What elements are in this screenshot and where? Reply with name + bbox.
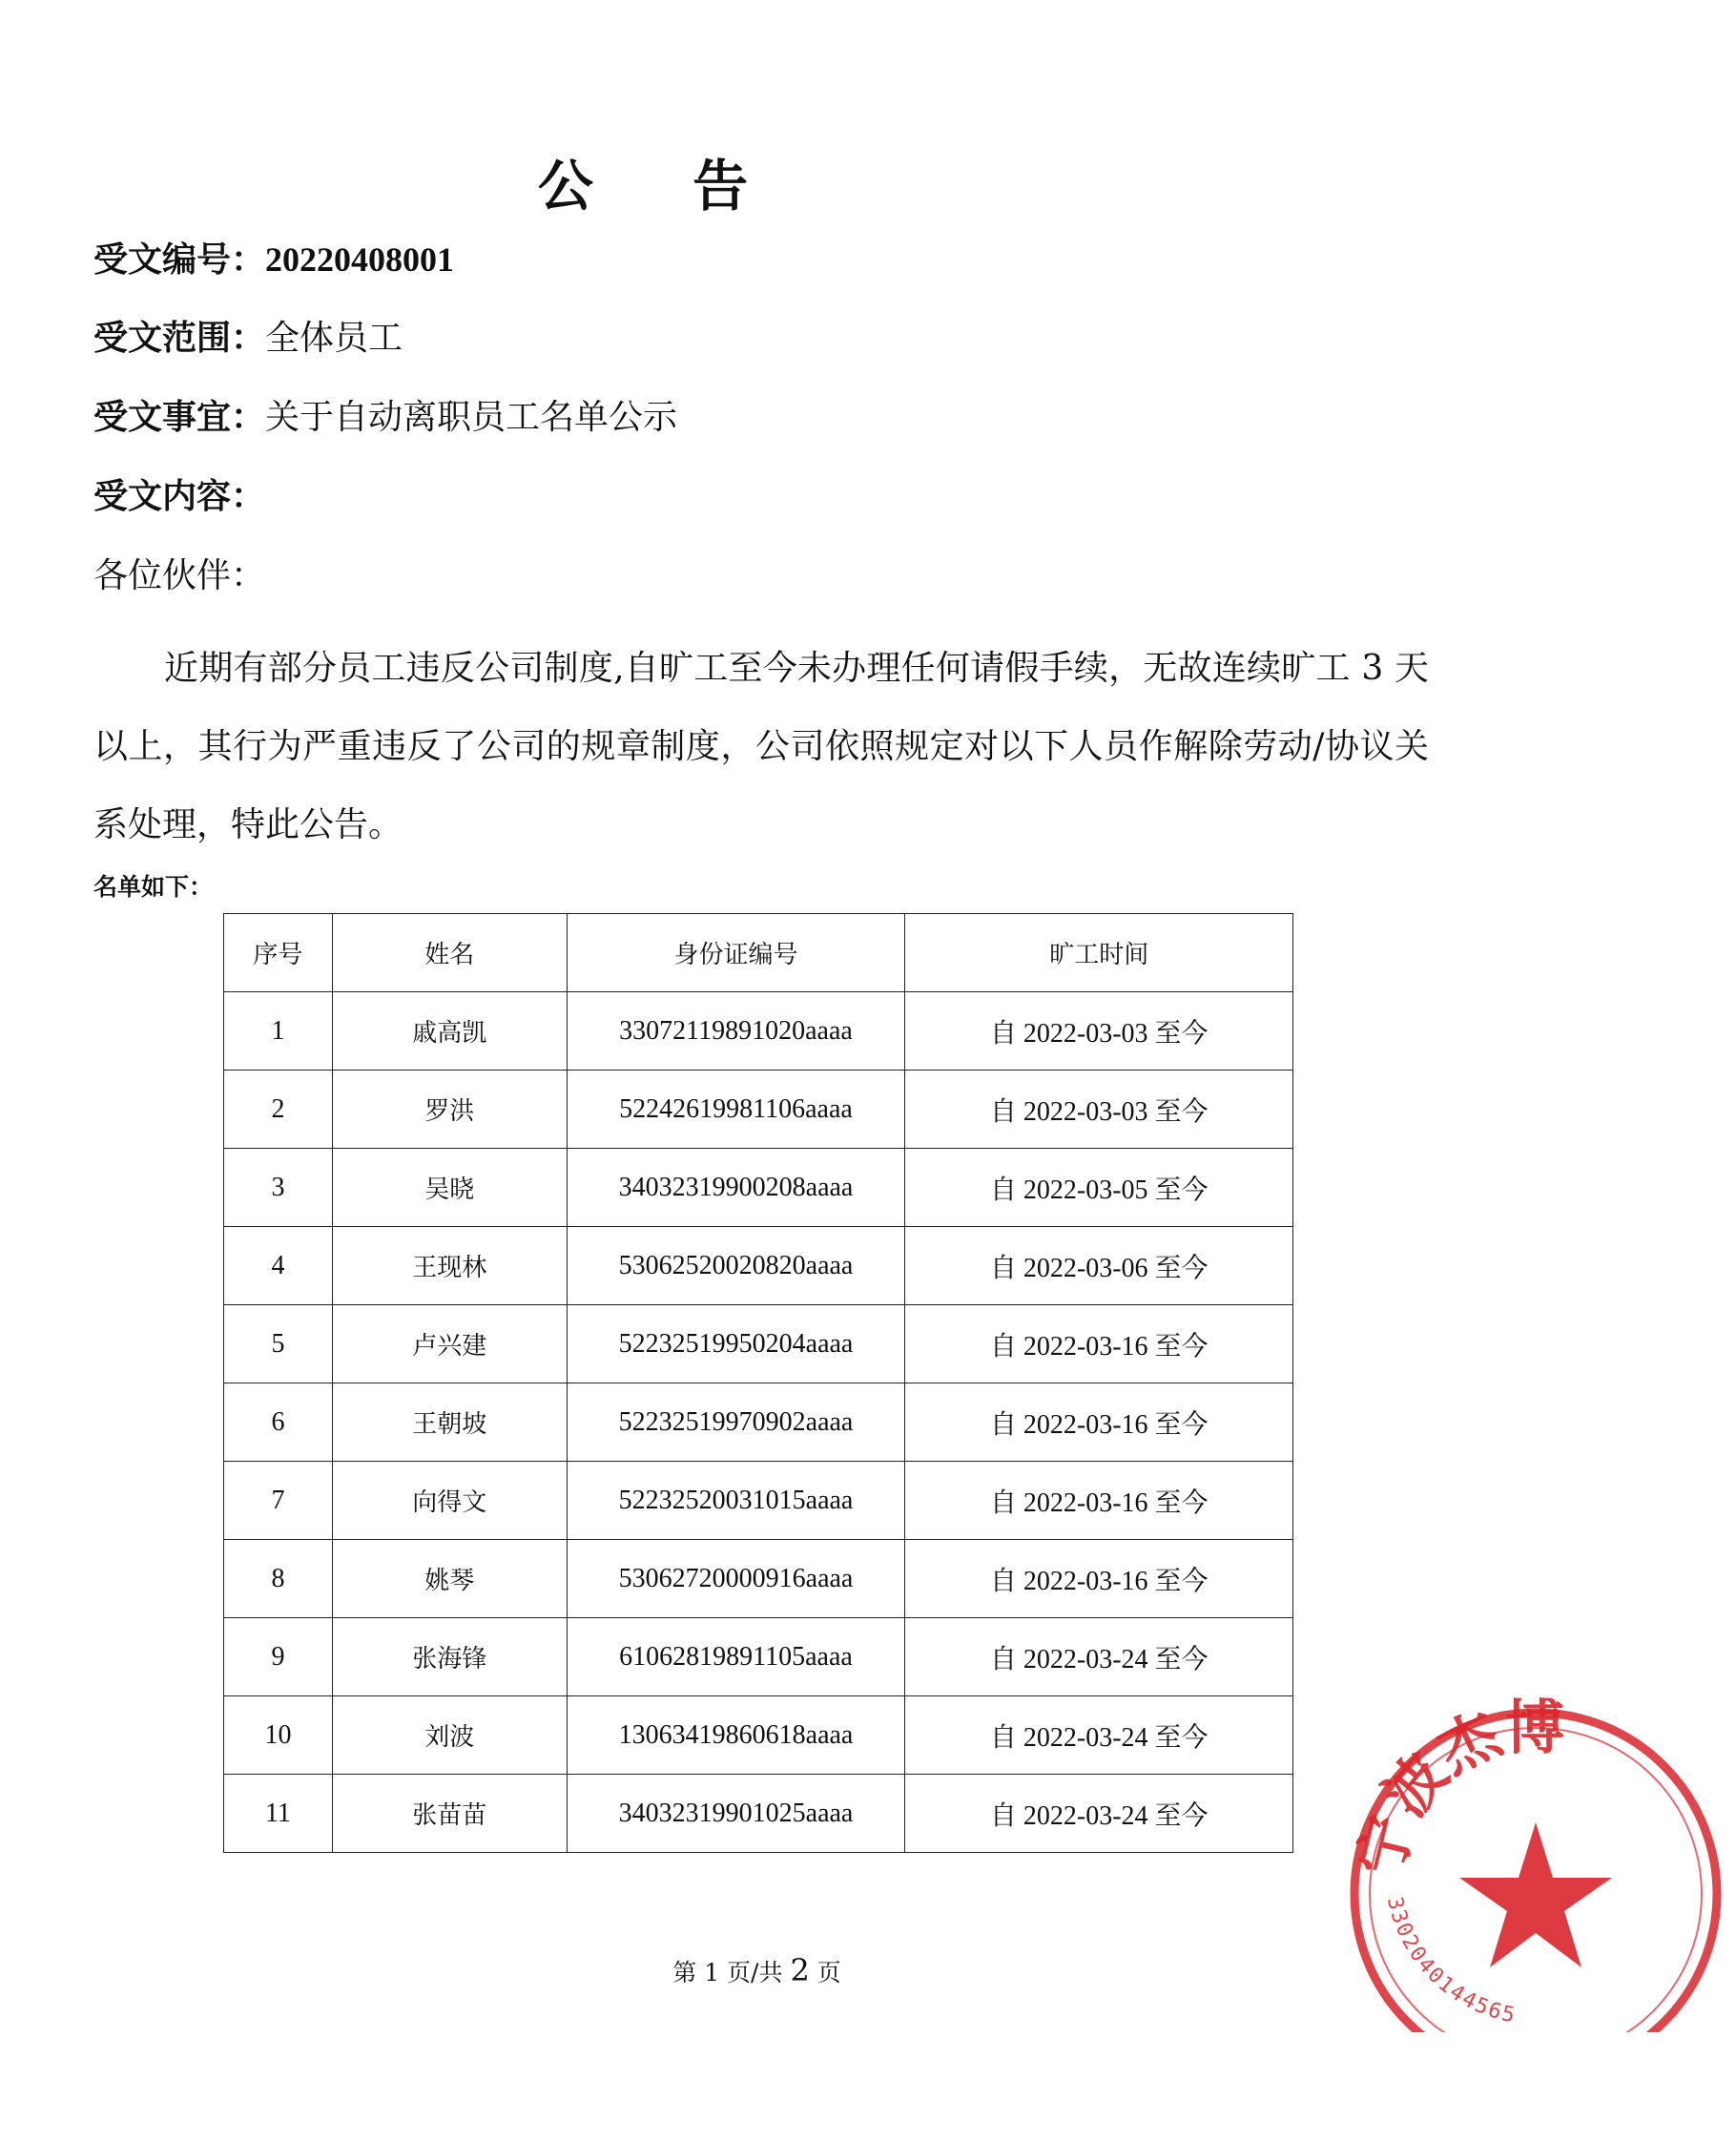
footer-page: 1 (704, 1959, 720, 1986)
employee-table (223, 913, 1293, 1853)
cell-index: 1 (224, 992, 333, 1071)
notice-paragraph: 近期有部分员工违反公司制度,自旷工至今未办理任何请假手续，无故连续旷工 3 天以上，其行为严重违反了公司的规章制度，公司依照规定对以下人员作解除劳动/协议关系处理，特此公告。 (93, 649, 1429, 844)
cell-absence-time: 自 2022-03-03 至今 (905, 992, 1293, 1071)
cell-index: 5 (224, 1305, 333, 1383)
header-name: 姓名 (332, 914, 567, 992)
cell-id-number: 34032319901025aaaa (567, 1775, 905, 1853)
cell-index: 11 (224, 1775, 333, 1853)
cell-name: 罗洪 (332, 1071, 567, 1149)
cell-index: 8 (224, 1540, 333, 1618)
cell-name: 向得文 (332, 1462, 567, 1540)
cell-id-number: 13063419860618aaaa (567, 1696, 905, 1775)
cell-index: 9 (224, 1618, 333, 1696)
cell-absence-time: 自 2022-03-16 至今 (905, 1540, 1293, 1618)
cell-id-number: 61062819891105aaaa (567, 1618, 905, 1696)
cell-absence-time: 自 2022-03-06 至今 (905, 1227, 1293, 1305)
page-footer (0, 1952, 1514, 1988)
footer-total: 2 (790, 1952, 810, 1988)
cell-absence-time: 自 2022-03-16 至今 (905, 1305, 1293, 1383)
table-row (224, 1462, 1293, 1540)
table-row (224, 1383, 1293, 1462)
cell-index: 6 (224, 1383, 333, 1462)
cell-id-number: 53062520020820aaaa (567, 1227, 905, 1305)
table-row (224, 1618, 1293, 1696)
greeting: 各位伙伴： (93, 556, 266, 595)
scope-line (93, 318, 403, 360)
cell-name: 戚高凯 (332, 992, 567, 1071)
cell-id-number: 52242619981106aaaa (567, 1071, 905, 1149)
header-id-number: 身份证编号 (567, 914, 905, 992)
header-index: 序号 (224, 914, 333, 992)
page-title: 公 告 (537, 154, 789, 218)
scope-label: 受文范围： (93, 319, 266, 358)
cell-absence-time: 自 2022-03-24 至今 (905, 1696, 1293, 1775)
cell-absence-time: 自 2022-03-16 至今 (905, 1462, 1293, 1540)
doc-number-value: 20220408001 (265, 240, 455, 279)
cell-name: 刘波 (332, 1696, 567, 1775)
cell-index: 7 (224, 1462, 333, 1540)
header-absence-time: 旷工时间 (905, 914, 1293, 992)
company-seal (1335, 1689, 1565, 2032)
content-label: 受文内容： (93, 477, 266, 516)
cell-name: 张海锋 (332, 1618, 567, 1696)
table-row (224, 1071, 1293, 1149)
table-row (224, 1540, 1293, 1618)
cell-name: 王现林 (332, 1227, 567, 1305)
cell-id-number: 34032319900208aaaa (567, 1149, 905, 1227)
cell-id-number: 33072119891020aaaa (567, 992, 905, 1071)
table-row (224, 1227, 1293, 1305)
footer-mid: 页/共 (727, 1959, 783, 1986)
table-row (224, 1149, 1293, 1227)
footer-prefix: 第 (672, 1959, 697, 1986)
doc-number-line (93, 239, 454, 281)
cell-name: 张苗苗 (332, 1775, 567, 1853)
cell-index: 3 (224, 1149, 333, 1227)
cell-absence-time: 自 2022-03-24 至今 (905, 1775, 1293, 1853)
cell-name: 卢兴建 (332, 1305, 567, 1383)
table-row (224, 1775, 1293, 1853)
cell-absence-time: 自 2022-03-24 至今 (905, 1618, 1293, 1696)
cell-index: 10 (224, 1696, 333, 1775)
scope-value: 全体员工 (265, 319, 403, 358)
cell-index: 4 (224, 1227, 333, 1305)
table-header-row (224, 914, 1293, 992)
seal-text: 宁波杰博 (1345, 1692, 1565, 1883)
seal-code: 3302040144565 (1381, 1894, 1519, 2028)
cell-name: 吴晓 (332, 1149, 567, 1227)
cell-absence-time: 自 2022-03-05 至今 (905, 1149, 1293, 1227)
table-row (224, 1305, 1293, 1383)
table-row (224, 992, 1293, 1071)
subject-line (93, 397, 677, 439)
subject-value: 关于自动离职员工名单公示 (265, 398, 678, 437)
content-line (93, 476, 265, 518)
seal-icon (1335, 1689, 1736, 2032)
list-label: 名单如下： (93, 873, 214, 901)
subject-label: 受文事宜： (93, 398, 266, 437)
table-row (224, 1696, 1293, 1775)
cell-index: 2 (224, 1071, 333, 1149)
cell-absence-time: 自 2022-03-03 至今 (905, 1071, 1293, 1149)
footer-suffix: 页 (816, 1959, 841, 1986)
cell-id-number: 53062720000916aaaa (567, 1540, 905, 1618)
cell-name: 王朝坡 (332, 1383, 567, 1462)
cell-id-number: 52232520031015aaaa (567, 1462, 905, 1540)
cell-id-number: 52232519970902aaaa (567, 1383, 905, 1462)
cell-id-number: 52232519950204aaaa (567, 1305, 905, 1383)
doc-number-label: 受文编号： (93, 240, 266, 280)
cell-name: 姚琴 (332, 1540, 567, 1618)
svg-text:3302040144565 (1382, 1895, 1519, 2028)
cell-absence-time: 自 2022-03-16 至今 (905, 1383, 1293, 1462)
